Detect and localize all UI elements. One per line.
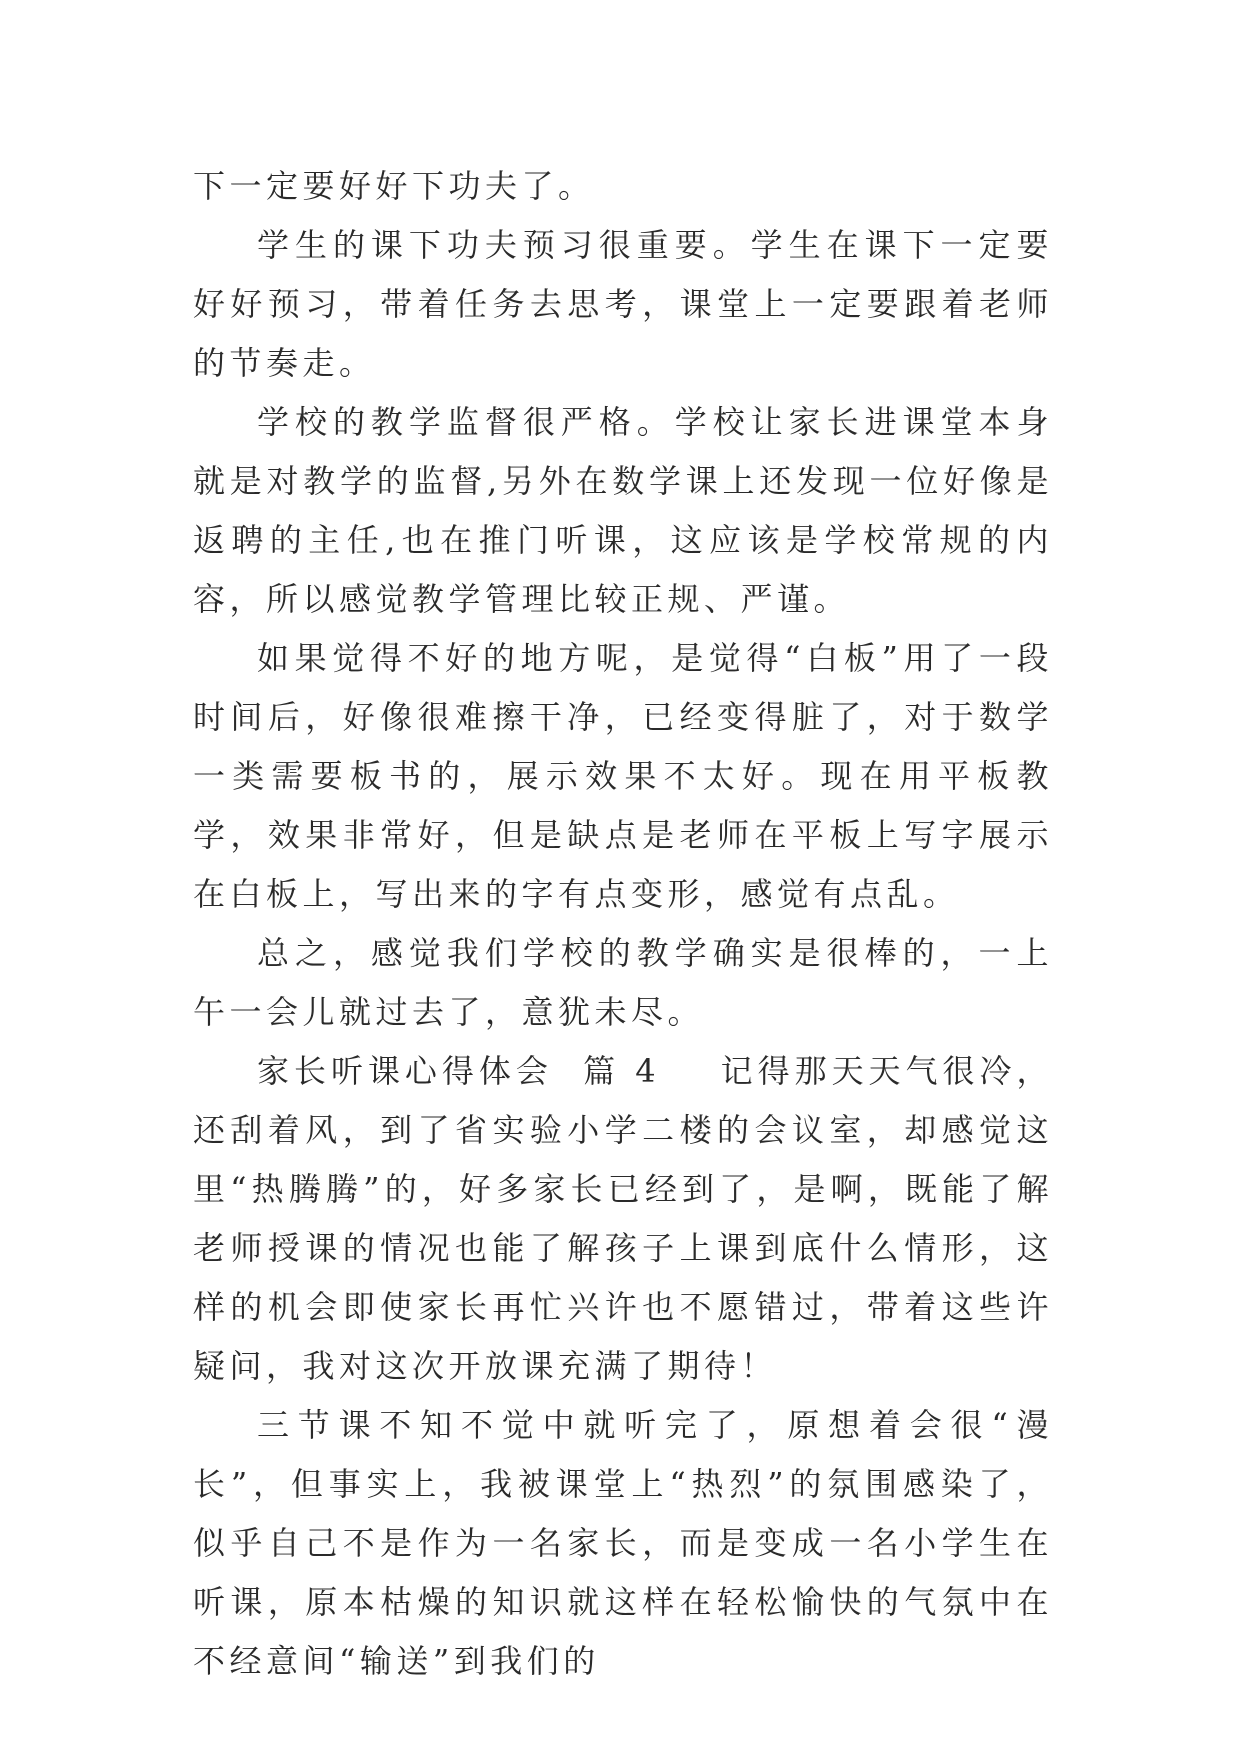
paragraph-summary: 总之，感觉我们学校的教学确实是很棒的，一上午一会儿就过去了，意犹未尽。 (193, 934, 1053, 1031)
paragraph-preview-study: 学生的课下功夫预习很重要。学生在课下一定要好好预习，带着任务去思考，课堂上一定要跟着老师的节奏走。 (193, 226, 1053, 382)
section-body: 记得那天天气很冷，还刮着风，到了省实验小学二楼的会议室，却感觉这里“热腾腾”的，好多家长已经到了，是啊，既能了解老师授课的情况也能了解孩子上课到底什么情形，这样的机会即使家长再忙兴许也不愿错过，带着这些许疑问，我对这次开放课充满了期待！ (193, 1052, 1053, 1385)
document-body (193, 157, 1053, 1691)
paragraph-teaching-supervision: 学校的教学监督很严格。学校让家长进课堂本身就是对教学的监督,另外在数学课上还发现一位好像是返聘的主任,也在推门听课，这应该是学校常规的内容，所以感觉教学管理比较正规、严谨。 (193, 403, 1053, 618)
section-number: 篇 4 (583, 1052, 661, 1090)
paragraph-three-lessons: 三节课不知不觉中就听完了，原想着会很“漫长”，但事实上，我被课堂上“热烈”的氛围感染了，似乎自己不是作为一名家长，而是变成一名小学生在听课，原本枯燥的知识就这样在轻松愉快的气氛中在不经意间“输送”到我们的 (193, 1406, 1053, 1680)
section-title: 家长听课心得体会 (257, 1052, 553, 1090)
paragraph-continuation: 下一定要好好下功夫了。 (193, 167, 595, 205)
paragraph-section-4 (193, 1042, 1053, 1396)
paragraph-whiteboard-issue: 如果觉得不好的地方呢，是觉得“白板”用了一段时间后，好像很难擦干净，已经变得脏了，对于数学一类需要板书的，展示效果不太好。现在用平板教学，效果非常好，但是缺点是老师在平板上写字展示在白板上，写出来的字有点变形，感觉有点乱。 (193, 639, 1053, 913)
